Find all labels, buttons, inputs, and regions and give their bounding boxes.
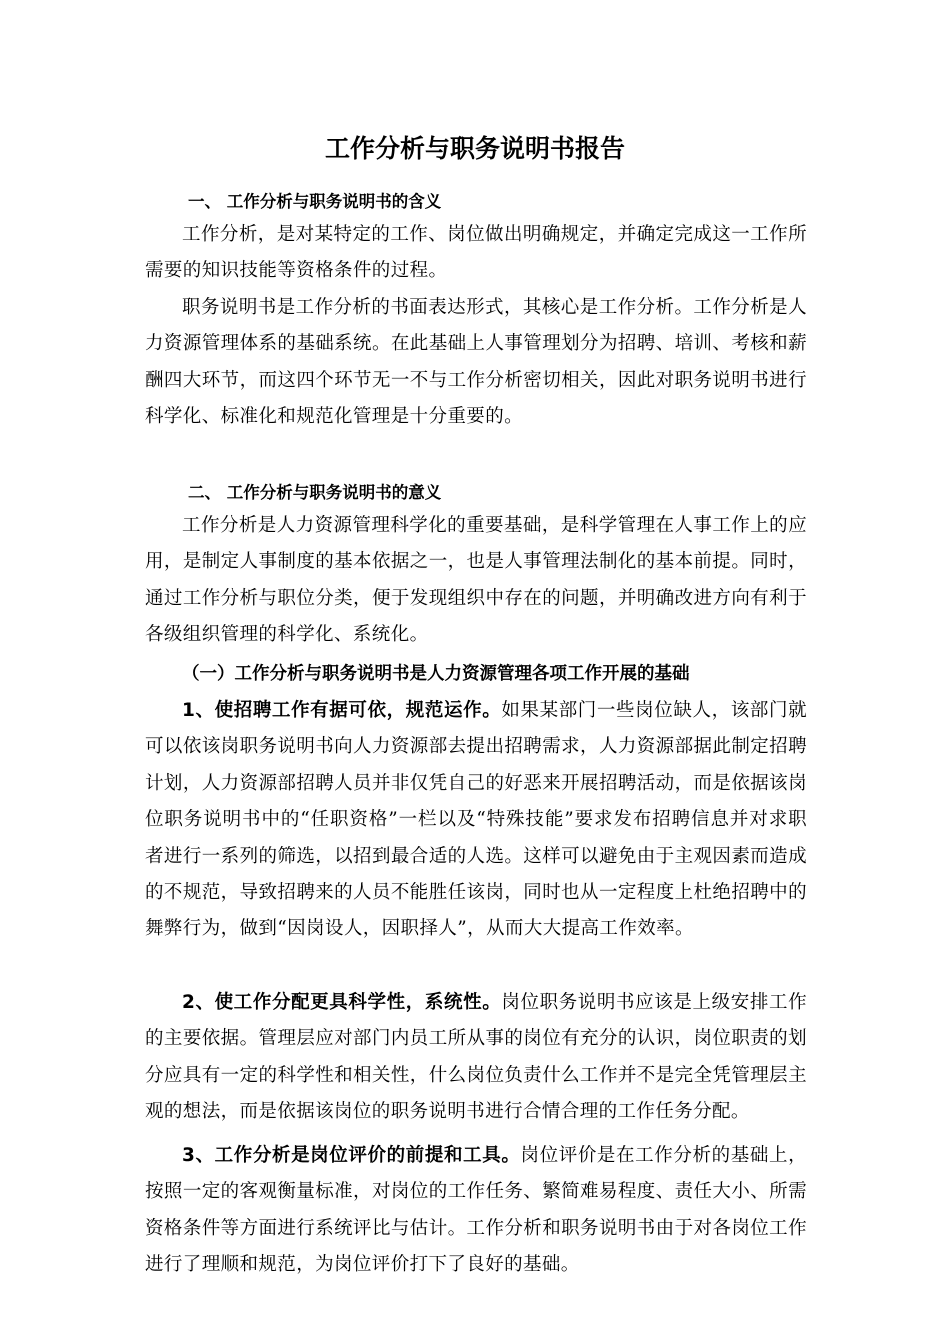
item-lead-evaluation: 3、工作分析是岗位评价的前提和工具。 (182, 1145, 521, 1166)
paragraph-significance: 工作分析是人力资源管理科学化的重要基础，是科学管理在人事工作上的应用，是制定人事制度的基本依据之一，也是人事管理法制化的基本前提。同时，通过工作分析与职位分类，便于发现组织中存在的问题，并明确改进方向有利于各级组织管理的科学化、系统化。 (145, 515, 807, 646)
section-heading-meaning: 一、 工作分析与职务说明书的含义 (188, 192, 442, 211)
item-body-allocation: 岗位职务说明书应该是上级安排工作的主要依据。管理层应对部门内员工所从事的岗位有充分的认识，岗位职责的划分应具有一定的科学性和相关性，什么岗位负责什么工作并不是完全凭管理层主观的想法，而是依据该岗位的职务说明书进行合情合理的工作任务分配。 (145, 992, 807, 1123)
paragraph-job-description: 职务说明书是工作分析的书面表达形式，其核心是工作分析。工作分析是人力资源管理体系的基础系统。在此基础上人事管理划分为招聘、培训、考核和薪酬四大环节，而这四个环节无一不与工作分析密切相关，因此对职务说明书进行科学化、标准化和规范化管理是十分重要的。 (145, 297, 807, 428)
item-lead-allocation: 2、使工作分配更具科学性，系统性。 (182, 992, 502, 1013)
section-heading-significance: 二、 工作分析与职务说明书的意义 (188, 483, 442, 502)
paragraph-item-evaluation (145, 1138, 807, 1284)
item-lead-recruitment: 1、使招聘工作有据可依，规范运作。 (182, 700, 502, 721)
item-body-evaluation: 岗位评价是在工作分析的基础上，按照一定的客观衡量标准，对岗位的工作任务、繁简难易程度、责任大小、所需资格条件等方面进行系统评比与估计。工作分析和职务说明书由于对各岗位工作进行了理顺和规范，为岗位评价打下了良好的基础。 (145, 1145, 807, 1276)
subsection-heading-foundation: （一）工作分析与职务说明书是人力资源管理各项工作开展的基础 (182, 664, 690, 684)
paragraph-definition: 工作分析，是对某特定的工作、岗位做出明确规定，并确定完成这一工作所需要的知识技能等资格条件的过程。 (145, 224, 807, 282)
paragraph-item-allocation (145, 985, 807, 1131)
paragraph-item-recruitment (145, 693, 807, 948)
item-body-recruitment: 如果某部门一些岗位缺人，该部门就可以依该岗职务说明书向人力资源部去提出招聘需求，人力资源部据此制定招聘计划，人力资源部招聘人员并非仅凭自己的好恶来开展招聘活动，而是依据该岗位职务说明书中的“任职资格”一栏以及“特殊技能”要求发布招聘信息并对求职者进行一系列的筛选，以招到最合适的人选。这样可以避免由于主观因素而造成的不规范，导致招聘来的人员不能胜任该岗，同时也从一定程度上杜绝招聘中的舞弊行为，做到“因岗设人，因职择人”，从而大大提高工作效率。 (145, 700, 807, 940)
document-title: 工作分析与职务说明书报告 (324, 134, 625, 163)
